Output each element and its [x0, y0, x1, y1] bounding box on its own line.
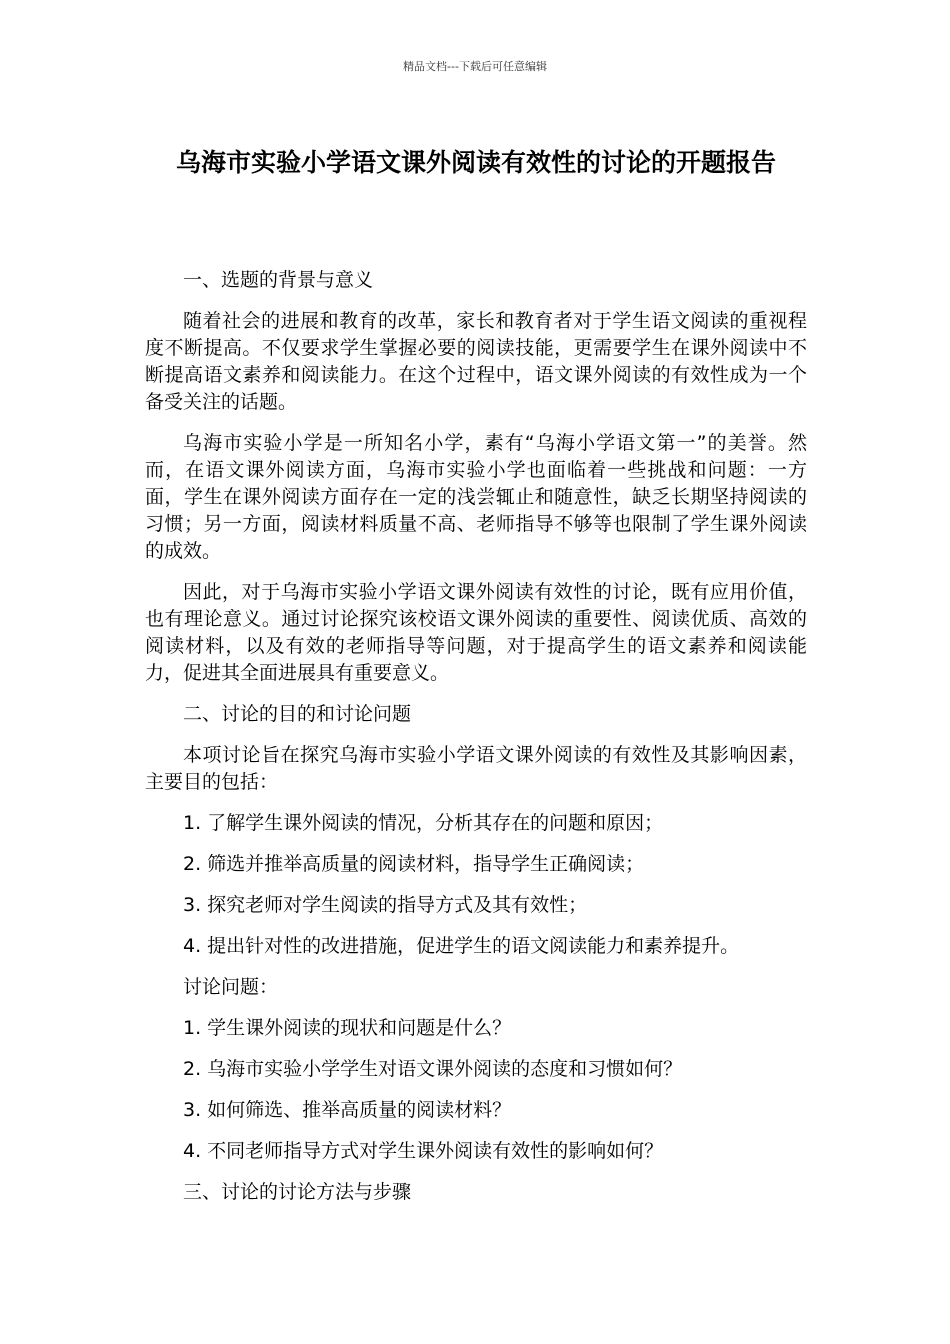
paragraph-purpose-intro: 本项讨论旨在探究乌海市实验小学语文课外阅读的有效性及其影响因素，主要目的包括：: [145, 744, 807, 793]
paragraph-background: 随着社会的进展和教育的改革，家长和教育者对于学生语文阅读的重视程度不断提高。不仅要求学生掌握必要的阅读技能，更需要学生在课外阅读中不断提高语文素养和阅读能力。在这个过程中，语文课外阅读的有效性成为一个备受关注的话题。: [145, 310, 807, 413]
question-item-3: 3. 如何筛选、推举高质量的阅读材料？: [183, 1099, 512, 1121]
purpose-item-3: 3. 探究老师对学生阅读的指导方式及其有效性；: [183, 894, 588, 916]
questions-label: 讨论问题：: [183, 976, 279, 998]
purpose-item-4: 4. 提出针对性的改进措施，促进学生的语文阅读能力和素养提升。: [183, 935, 740, 957]
question-item-2: 2. 乌海市实验小学学生对语文课外阅读的态度和习惯如何？: [183, 1058, 683, 1080]
paragraph-school-intro: 乌海市实验小学是一所知名小学，素有“乌海小学语文第一”的美誉。然而，在语文课外阅读方面，乌海市实验小学也面临着一些挑战和问题：一方面，学生在课外阅读方面存在一定的浅尝辄止和随意性，缺乏长期坚持阅读的习惯；另一方面，阅读材料质量不高、老师指导不够等也限制了学生课外阅读的成效。: [145, 432, 807, 562]
purpose-item-2: 2. 筛选并推举高质量的阅读材料，指导学生正确阅读；: [183, 853, 645, 875]
question-item-4: 4. 不同老师指导方式对学生课外阅读有效性的影响如何？: [183, 1140, 664, 1162]
section-heading-3: 三、讨论的讨论方法与步骤: [183, 1181, 412, 1203]
question-item-1: 1. 学生课外阅读的现状和问题是什么？: [183, 1017, 512, 1039]
document-title: 乌海市实验小学语文课外阅读有效性的讨论的开题报告: [175, 148, 776, 177]
header-note: 精品文档---下载后可任意编辑: [403, 60, 547, 73]
purpose-item-1: 1. 了解学生课外阅读的情况，分析其存在的问题和原因；: [183, 812, 664, 834]
section-heading-2: 二、讨论的目的和讨论问题: [183, 703, 412, 725]
paragraph-significance: 因此，对于乌海市实验小学语文课外阅读有效性的讨论，既有应用价值，也有理论意义。通过讨论探究该校语文课外阅读的重要性、阅读优质、高效的阅读材料，以及有效的老师指导等问题，对于提高学生的语文素养和阅读能力，促进其全面进展具有重要意义。: [145, 581, 807, 684]
document-body: [145, 267, 807, 1220]
section-heading-1: 一、选题的背景与意义: [183, 269, 374, 291]
